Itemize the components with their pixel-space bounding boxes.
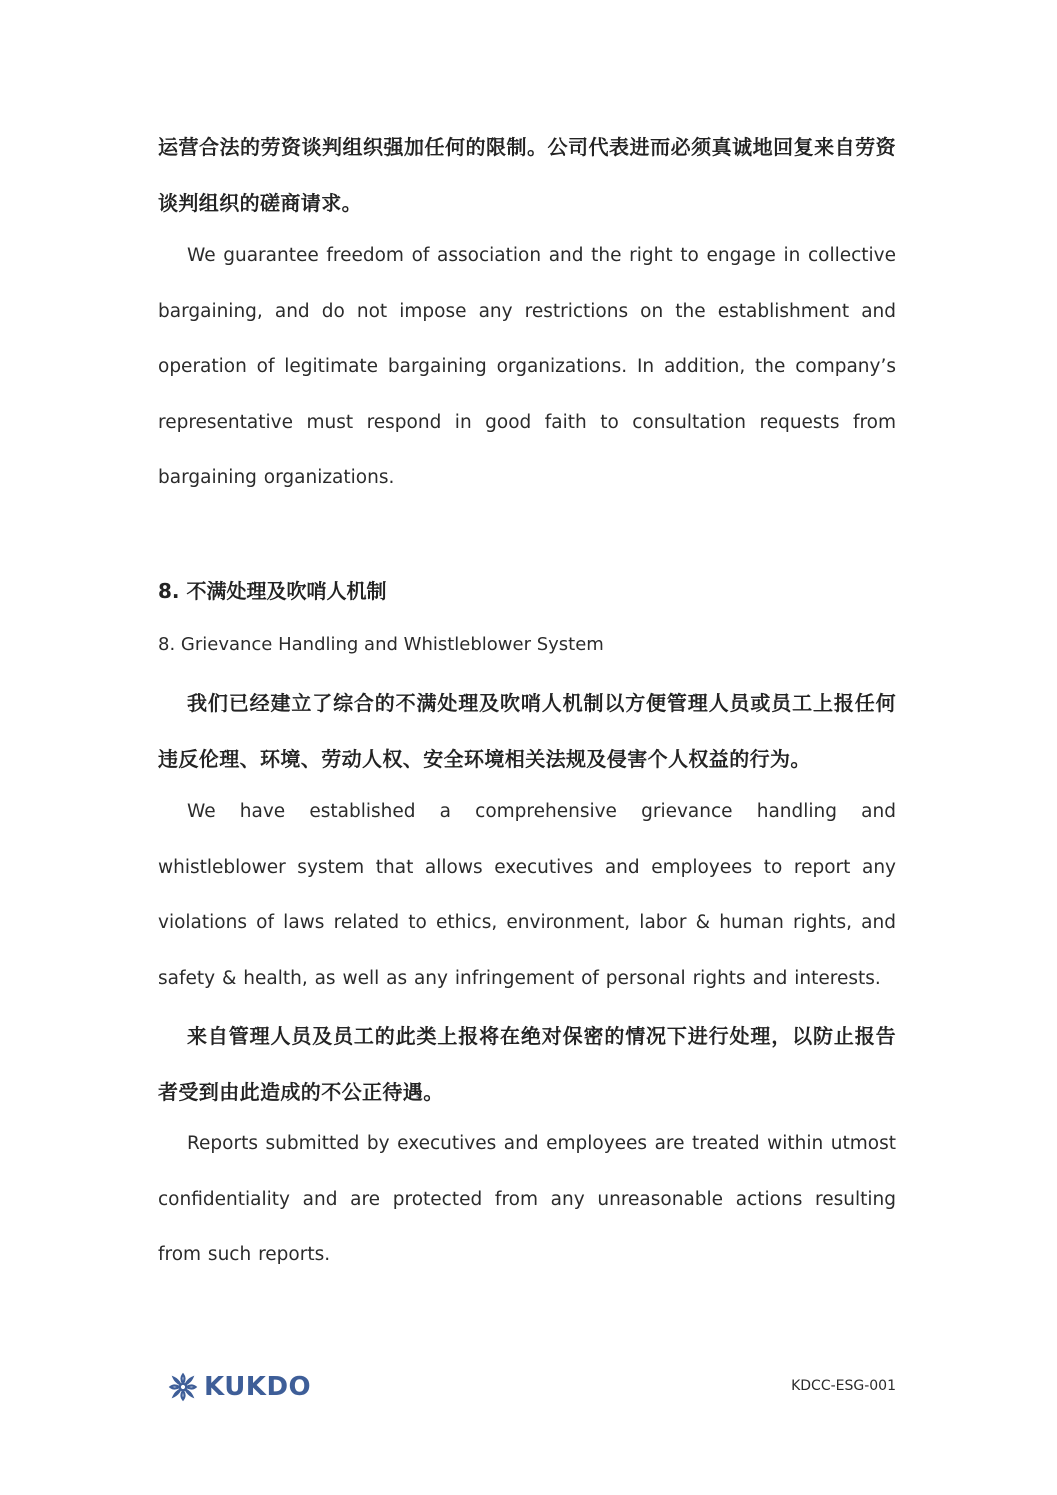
company-logo: [168, 1370, 311, 1404]
kukdo-logo-icon: [168, 1372, 198, 1402]
paragraph-zh-bargaining: 运营合法的劳资谈判组织强加任何的限制。公司代表进而必须真诚地回复来自劳资谈判组织的磋商请求。: [158, 135, 896, 215]
section-heading-en: 8. Grievance Handling and Whistleblower System: [158, 634, 604, 655]
paragraph-zh-whistleblower: 我们已经建立了综合的不满处理及吹哨人机制以方便管理人员或员工上报任何违反伦理、环境、劳动人权、安全环境相关法规及侵害个人权益的行为。: [158, 691, 896, 771]
logo-wordmark: KUKDO: [204, 1372, 312, 1402]
paragraph-zh-confidentiality: 来自管理人员及员工的此类上报将在绝对保密的情况下进行处理，以防止报告者受到由此造成的不公正待遇。: [158, 1024, 896, 1104]
document-code: KDCC-ESG-001: [791, 1378, 896, 1394]
paragraph-en-bargaining: We guarantee freedom of association and the right to engage in collective bargaining, and do not impose any restrictions on the establishment and operation of legitimate bargaining organizations. In addition, the company’s representative must respond in good faith to consultation requests from bargaining organizations.: [158, 245, 896, 489]
section-heading-zh: 8. 不满处理及吹哨人机制: [158, 579, 387, 603]
paragraph-en-confidentiality: Reports submitted by executives and employees are treated within utmost confidentiality and are protected from any unreasonable actions resulting from such reports.: [158, 1133, 896, 1266]
paragraph-en-whistleblower: We have established a comprehensive grievance handling and whistleblower system that allows executives and employees to report any violations of laws related to ethics, environment, labor & human rights, and safety & health, as well as any infringement of personal rights and interests.: [158, 801, 896, 989]
